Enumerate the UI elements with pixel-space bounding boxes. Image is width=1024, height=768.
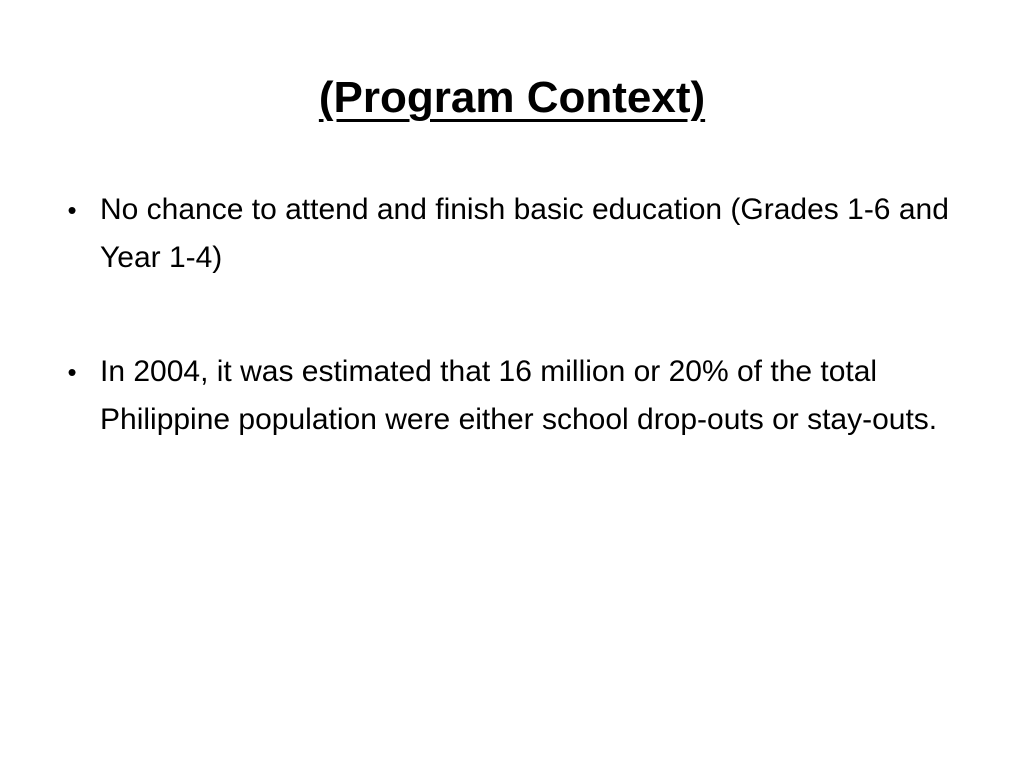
bullet-text: In 2004, it was estimated that 16 million or 20% of the total Philippine population were either school drop-outs or stay-outs. [100, 355, 938, 436]
bullet-item [60, 186, 960, 282]
bullet-item [60, 348, 960, 444]
slide-title-text: (Program Context) [318, 73, 706, 122]
bullet-dot-icon: • [67, 357, 77, 387]
slide-title [0, 66, 1024, 130]
bullet-list [60, 186, 960, 510]
bullet-dot-icon: • [67, 195, 77, 225]
bullet-text: No chance to attend and finish basic education (Grades 1-6 and Year 1-4) [100, 193, 949, 274]
